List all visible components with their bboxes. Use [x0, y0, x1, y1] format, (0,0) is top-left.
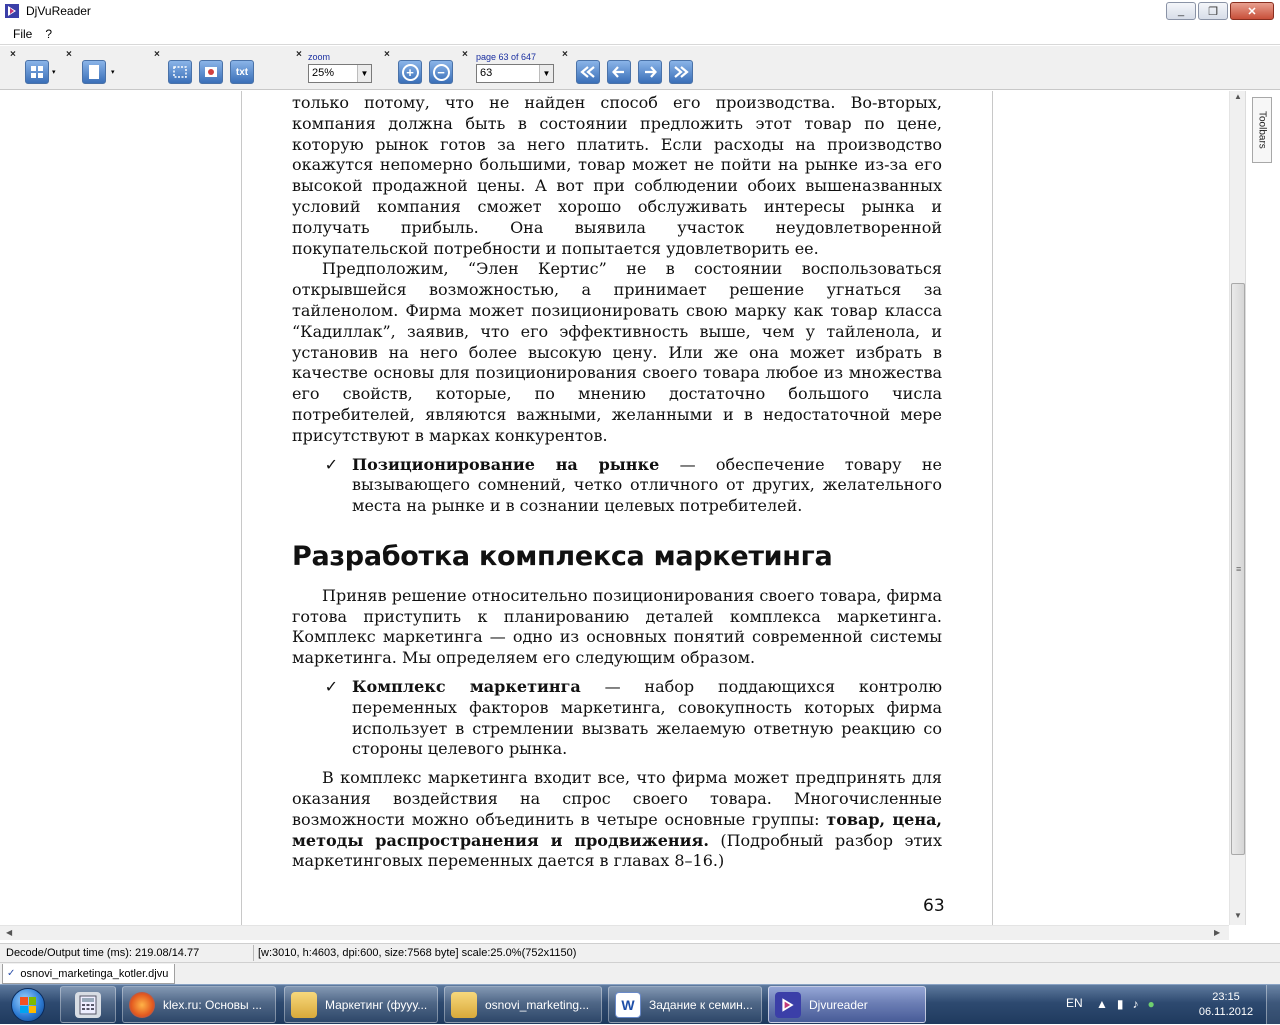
vertical-scrollbar[interactable]: [1229, 91, 1245, 925]
zoom-in-button[interactable]: [398, 60, 422, 84]
taskbar-item-folder-marketing[interactable]: [284, 986, 438, 1023]
document-tabs: [0, 962, 1280, 984]
close-toolbar-icon[interactable]: ×: [562, 49, 568, 60]
page-icon: [87, 64, 101, 80]
grip-icon: ≡: [1236, 564, 1242, 574]
document-tab[interactable]: [2, 964, 175, 984]
checkmark-icon: ✓: [324, 454, 338, 474]
zoom-select[interactable]: [308, 64, 372, 83]
scroll-up-arrow-icon[interactable]: ▲: [1234, 92, 1242, 101]
djvureader-app-icon: [4, 3, 20, 19]
show-desktop-button[interactable]: [1266, 985, 1280, 1025]
zoom-out-icon: −: [433, 64, 450, 81]
definition-term: Комплекс маркетинга: [352, 676, 581, 696]
page-number: 63: [923, 896, 945, 916]
toolbar-group-zoom: [296, 50, 376, 86]
txt-label: txt: [235, 66, 249, 78]
document-view[interactable]: [0, 91, 1245, 925]
maximize-button[interactable]: ❐: [1198, 2, 1228, 20]
taskbar-item-label: Djvureader: [809, 997, 868, 1012]
definition-text: [352, 455, 942, 517]
page-layout-button[interactable]: [82, 60, 106, 84]
window-title: DjVuReader: [26, 4, 91, 18]
taskbar-item-label: Маркетинг (фууу...: [325, 997, 428, 1012]
taskbar-item-word[interactable]: [608, 986, 762, 1023]
section-heading: Разработка комплекса маркетинга: [292, 540, 833, 572]
word-icon: W: [615, 992, 641, 1018]
document-page: [241, 91, 993, 925]
toolbar: [0, 46, 1280, 90]
folder-icon: [291, 992, 317, 1018]
copy-image-button[interactable]: [199, 60, 223, 84]
toolbars-tab-label: Toolbars: [1256, 111, 1268, 149]
taskbar-item-djvureader[interactable]: [768, 986, 926, 1023]
chevron-down-icon[interactable]: ▾: [52, 69, 56, 76]
paragraph: только потому, что не найден способ его производства. Во-вторых, компания должна быть в состоянии предложить этот товар по цене, которую рынок готов за него платить. Если расходы на производство окажутся непомерно большими, товар может не пойти на рынке из-за его высокой продажной цены. А вот при соблюдении обоих вышеназванных условий компания сможет хорошо обслуживать интересы рынка и получать прибыль. Она выявила участок неудовлетворенной покупательской потребности и попытается удовлетворить ее.: [292, 93, 942, 258]
paragraph: Приняв решение относительно позиционирования своего товара, фирма готова приступить к планированию деталей комплекса маркетинга. Комплекс маркетинга — одно из основных понятий современной системы маркетинга. Мы определяем его следующим образом.: [292, 585, 942, 668]
page-select[interactable]: [476, 64, 554, 83]
taskbar-item-label: klex.ru: Основы ...: [163, 997, 262, 1012]
menu-file[interactable]: File: [13, 27, 33, 41]
chevron-down-icon[interactable]: ▼: [539, 65, 553, 82]
close-toolbar-icon[interactable]: ×: [10, 49, 16, 60]
toolbar-group-view: [10, 50, 60, 86]
previous-page-button[interactable]: [607, 60, 631, 84]
definition-body: — обеспечение товару не вызывающего сомнений, четко отличного от других, желательного места на рынке и в сознании целевых потребителей.: [352, 454, 942, 516]
taskbar-item-label: osnovi_marketing...: [485, 997, 590, 1012]
close-toolbar-icon[interactable]: ×: [462, 49, 468, 60]
first-page-button[interactable]: [576, 60, 600, 84]
first-page-icon: [579, 64, 597, 80]
checkmark-icon: ✓: [324, 676, 338, 696]
window-controls: [1166, 2, 1274, 20]
clock-date: 06.11.2012: [1198, 1006, 1254, 1018]
toolbar-group-page: [462, 50, 556, 86]
calculator-icon: [75, 992, 101, 1018]
definition-text: [352, 677, 942, 760]
windows-taskbar: [0, 984, 1280, 1024]
zoom-out-button[interactable]: [429, 60, 453, 84]
firefox-icon: [129, 992, 155, 1018]
status-divider: [253, 945, 254, 961]
text-mode-button[interactable]: [230, 60, 254, 84]
djvureader-icon: [775, 992, 801, 1018]
zoom-label: zoom: [308, 52, 331, 62]
arrow-left-icon: [611, 64, 627, 80]
taskbar-item-firefox[interactable]: [122, 986, 276, 1023]
page-count-label: page 63 of 647: [476, 52, 537, 62]
definition-term: Позиционирование на рынке: [352, 454, 660, 474]
paragraph: [292, 768, 942, 872]
minimize-button[interactable]: _: [1166, 2, 1196, 20]
zoom-value: 25%: [312, 67, 335, 79]
toolbars-tab[interactable]: [1252, 97, 1272, 163]
selection-icon: [172, 64, 188, 80]
system-tray: [1096, 997, 1155, 1011]
volume-icon[interactable]: ♪: [1132, 997, 1139, 1011]
scrollbar-thumb[interactable]: [1231, 283, 1245, 855]
scroll-down-arrow-icon[interactable]: ▼: [1234, 911, 1242, 920]
taskbar-item-folder-osnovi[interactable]: [444, 986, 602, 1023]
taskbar-pinned-calculator[interactable]: [60, 986, 116, 1023]
page-value: 63: [480, 67, 493, 79]
thumbnails-button[interactable]: [25, 60, 49, 84]
toolbar-group-tools: [154, 50, 264, 86]
toolbar-group-layout: [66, 50, 122, 86]
document-tab-label: osnovi_marketinga_kotler.djvu: [20, 967, 169, 980]
paragraph: Предположим, “Элен Кертис” не в состоянии воспользоваться открывшейся возможностью, а принимает решение угнаться за тайленолом. Фирма может позиционировать свою марку как товар класса “Кадиллак”, заявив, что его эффективность выше, чем у тайленола, и установив на него более высокую цену. Или же она может избрать в качестве основы для позиционирования своего товара любое из множества его свойств, которые, по мнению достаточно большого числа потребителей, являются важными, желанными и в недостаточной мере присутствуют в марках конкурентов.: [292, 259, 942, 445]
decode-time-status: Decode/Output time (ms): 219.08/14.77: [6, 947, 200, 959]
definition-item: [292, 455, 942, 517]
next-page-button[interactable]: [638, 60, 662, 84]
paragraph-end: (Подробный разбор этих маркетинговых переменных дается в главах 8–16.): [292, 830, 942, 871]
zoom-in-icon: +: [402, 64, 419, 81]
thumbnails-icon: [29, 64, 45, 80]
folder-icon: [451, 992, 477, 1018]
toolbars-side-panel: [1245, 91, 1280, 925]
close-button[interactable]: ✕: [1230, 2, 1274, 20]
toolbar-group-navigation: [562, 50, 700, 86]
close-toolbar-icon[interactable]: ×: [384, 49, 390, 60]
taskbar-item-label: Задание к семин...: [649, 997, 753, 1012]
arrow-right-icon: [642, 64, 658, 80]
paragraph-bold: товар, цена, методы распространения и продвижения.: [292, 809, 943, 850]
close-toolbar-icon[interactable]: ×: [66, 49, 72, 60]
status-bar: [0, 943, 1280, 962]
chevron-down-icon[interactable]: ▼: [357, 65, 371, 82]
clock-time: 23:15: [1212, 991, 1240, 1003]
definition-item: [292, 677, 942, 760]
paragraph-start: В комплекс маркетинга входит все, что фирма может предпринять для оказания воздействия на спрос своего товара. Многочисленные возможности можно объединить в четыре основные группы:: [292, 768, 942, 829]
title-bar: [0, 0, 1280, 22]
document-tab-icon: ✓: [7, 968, 16, 979]
menu-help[interactable]: ?: [45, 27, 53, 41]
language-indicator[interactable]: EN: [1066, 996, 1083, 1010]
network-signal-icon[interactable]: ▮: [1116, 997, 1124, 1011]
show-hidden-icons-icon[interactable]: ▲: [1096, 997, 1108, 1011]
page-text: [292, 93, 942, 872]
last-page-icon: [672, 64, 690, 80]
toolbar-group-zoom-buttons: [384, 50, 460, 86]
close-toolbar-icon[interactable]: ×: [296, 49, 302, 60]
menu-bar: [0, 24, 1280, 45]
close-toolbar-icon[interactable]: ×: [154, 49, 160, 60]
image-icon: [203, 64, 219, 80]
scroll-left-arrow-icon[interactable]: ◀: [6, 928, 13, 937]
windows-logo-icon: [11, 988, 45, 1022]
chevron-down-icon[interactable]: ▾: [111, 69, 115, 76]
horizontal-scrollbar[interactable]: [0, 925, 1229, 940]
security-shield-icon[interactable]: ●: [1147, 997, 1155, 1011]
definition-body: — набор поддающихся контролю переменных факторов маркетинга, совокупность которых фирма использует в стремлении вызвать желаемую ответную реакцию со стороны целевого рынка.: [352, 676, 942, 759]
system-clock[interactable]: [1196, 990, 1256, 1020]
scroll-right-arrow-icon[interactable]: ▶: [1214, 928, 1221, 937]
image-info-status: [w:3010, h:4603, dpi:600, size:7568 byte] scale:25.0%(752x1150): [258, 947, 577, 959]
last-page-button[interactable]: [669, 60, 693, 84]
start-button[interactable]: [3, 986, 53, 1024]
select-region-button[interactable]: [168, 60, 192, 84]
